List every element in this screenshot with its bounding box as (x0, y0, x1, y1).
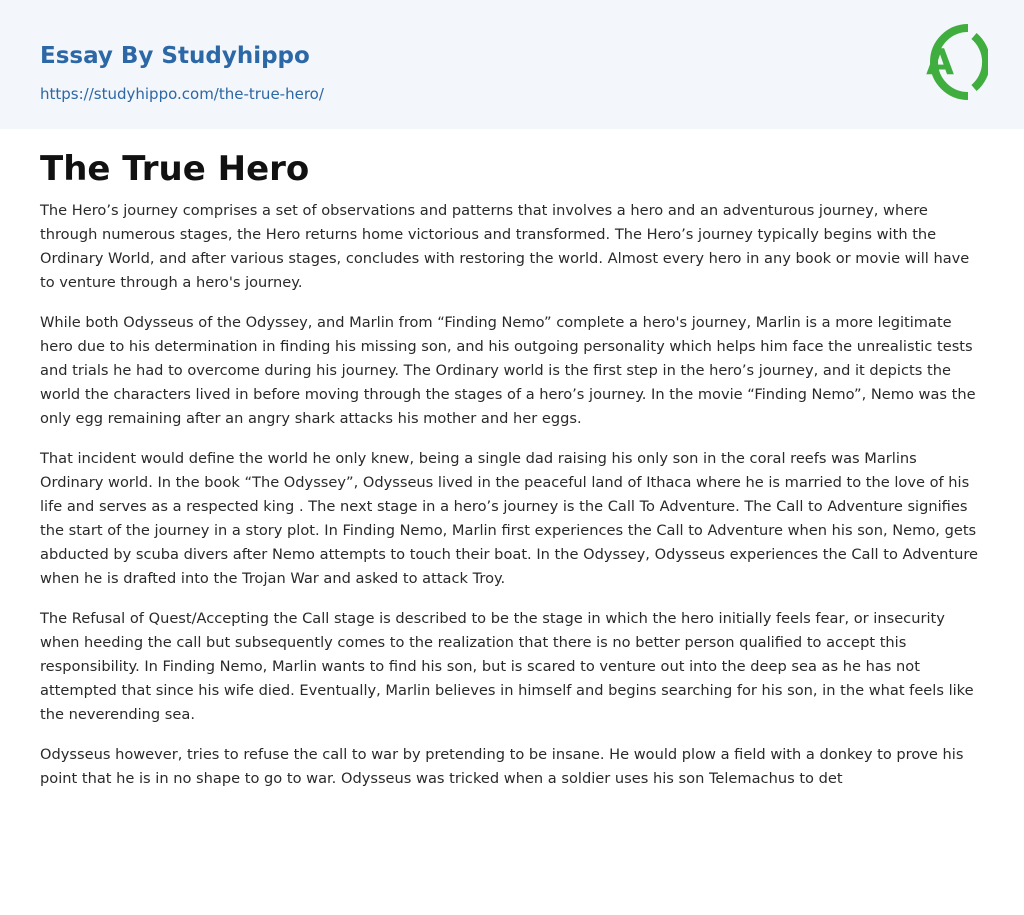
site-header (0, 0, 1024, 129)
logo-letter: A (926, 42, 954, 83)
page-url-link[interactable]: https://studyhippo.com/the-true-hero/ (40, 85, 324, 103)
article-paragraph: The Refusal of Quest/Accepting the Call stage is described to be the stage in which the hero initially feels fear, or insecurity when heeding the call but subsequently comes to the realization that there is no better person qualified to accept this responsibility. In Finding Nemo, Marlin wants to find his son, but is scared to venture out into the deep sea as he has not attempted that since his wife died. Eventually, Marlin believes in himself and begins searching for his son, in the what feels like the neverending sea. (40, 610, 974, 723)
article-paragraph: That incident would define the world he only knew, being a single dad raising his only son in the coral reefs was Marlins Ordinary world. In the book “The Odyssey”, Odysseus lived in the peaceful land of Ithaca where he is married to the love of his life and serves as a respected king . The next stage in a hero’s journey is the Call To Adventure. The Call to Adventure signifies the start of the journey in a story plot. In Finding Nemo, Marlin first experiences the Call to Adventure when his son, Nemo, gets abducted by scuba divers after Nemo attempts to touch their boat. In the Odyssey, Odysseus experiences the Call to Adventure when he is drafted into the Trojan War and asked to attack Troy. (40, 450, 979, 587)
article-paragraph: While both Odysseus of the Odyssey, and Marlin from “Finding Nemo” complete a hero's journey, Marlin is a more legitimate hero due to his determination in finding his missing son, and his outgoing personality which helps him face the unrealistic tests and trials he had to overcome during his journey. The Ordinary world is the first step in the hero’s journey, and it depicts the world the characters lived in before moving through the stages of a hero’s journey. In the movie “Finding Nemo”, Nemo was the only egg remaining after an angry shark attacks his mother and her eggs. (40, 314, 976, 427)
studyhippo-logo-icon[interactable] (912, 18, 988, 106)
brand-title[interactable]: Essay By Studyhippo (40, 43, 310, 69)
article-paragraph: The Hero’s journey comprises a set of observations and patterns that involves a hero and an adventurous journey, where through numerous stages, the Hero returns home victorious and transformed. The Hero’s journey typically begins with the Ordinary World, and after various stages, concludes with restoring the world. Almost every hero in any book or movie will have to venture through a hero's journey. (40, 202, 970, 291)
article-paragraph: Odysseus however, tries to refuse the call to war by pretending to be insane. He would plow a field with a donkey to prove his point that he is in no shape to go to war. Odysseus was tricked when a soldier uses his son Telemachus to det (40, 746, 964, 787)
page-title: The True Hero (40, 149, 310, 189)
article-content (0, 129, 1024, 791)
